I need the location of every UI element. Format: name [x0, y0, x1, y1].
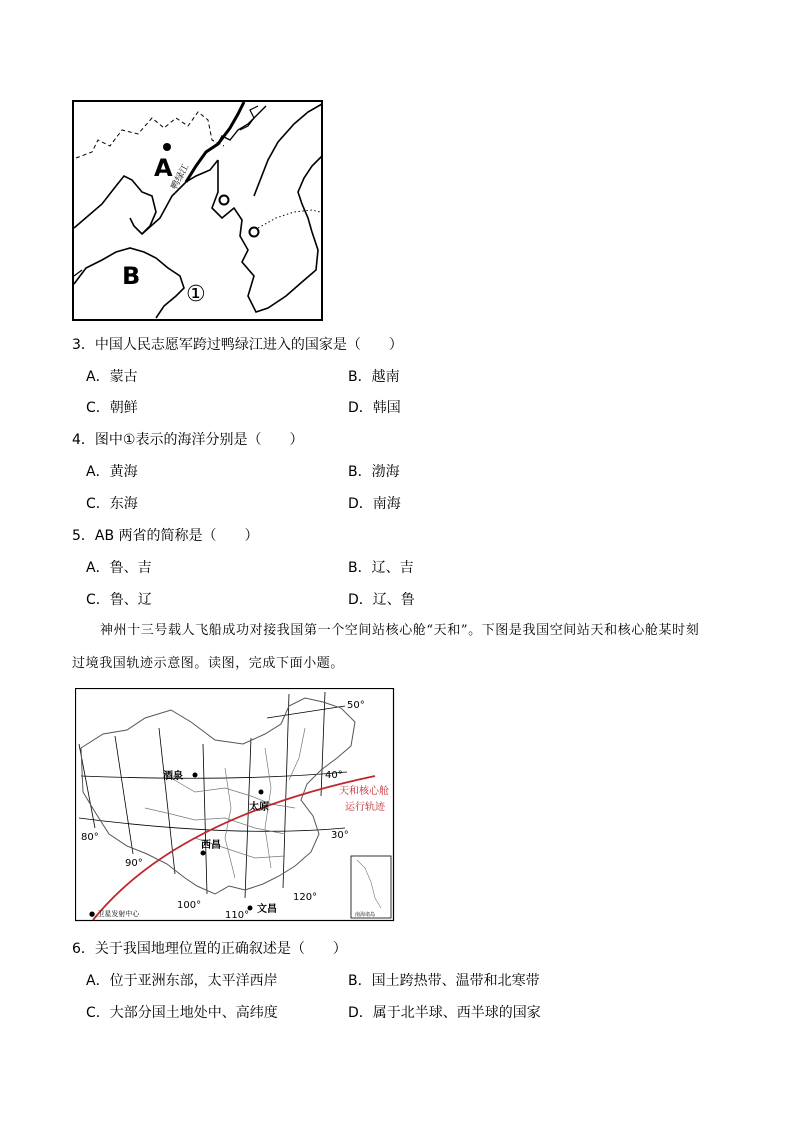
option-text: 南海	[372, 496, 401, 512]
label-track-1: 天和核心舱	[339, 786, 389, 797]
city-marker-pyongyang	[220, 196, 229, 205]
option-text: 国土跨热带、温带和北寒带	[371, 973, 540, 989]
label-lon-110: 110°	[225, 910, 250, 921]
q4-option-b[interactable]	[348, 463, 400, 481]
option-text: 辽、鲁	[372, 592, 415, 608]
south-china-sea-inset	[351, 856, 391, 918]
label-xichang: 西昌	[201, 840, 221, 851]
q5-option-c[interactable]	[86, 591, 152, 609]
option-text: 蒙古	[109, 369, 138, 385]
option-letter: A．	[86, 560, 110, 576]
option-letter: D．	[348, 496, 373, 512]
jiuquan-marker	[193, 773, 198, 778]
label-a: A	[154, 154, 173, 182]
label-lon-120: 120°	[293, 892, 318, 903]
option-text: 韩国	[372, 400, 401, 416]
label-taiyuan: 太原	[249, 802, 269, 813]
label-lat-50: 50°	[347, 700, 365, 711]
china-orbit-map	[75, 688, 395, 922]
northeast-map	[72, 100, 324, 322]
option-letter: B．	[348, 560, 372, 576]
taiyuan-marker	[259, 790, 264, 795]
option-text: 位于亚洲东部，太平洋西岸	[109, 973, 278, 989]
question-6	[72, 940, 347, 958]
question-number: 3．	[72, 337, 95, 353]
label-lat-30: 30°	[331, 830, 349, 841]
label-lon-90: 90°	[125, 858, 143, 869]
option-letter: A．	[86, 464, 110, 480]
question-text: AB 两省的简称是（ ）	[94, 528, 259, 544]
q4-option-a[interactable]	[86, 463, 138, 481]
q6-option-b[interactable]	[348, 972, 540, 990]
label-track-2: 运行轨迹	[345, 802, 385, 813]
q5-option-d[interactable]	[348, 591, 415, 609]
q3-option-d[interactable]	[348, 399, 401, 417]
option-letter: A．	[86, 369, 110, 385]
option-text: 黄海	[109, 464, 138, 480]
q4-option-c[interactable]	[86, 495, 138, 513]
option-letter: C．	[86, 496, 110, 512]
option-text: 鲁、吉	[109, 560, 152, 576]
q5-option-a[interactable]	[86, 559, 152, 577]
city-marker-seoul	[250, 228, 259, 237]
label-jiuquan: 酒泉	[163, 771, 183, 782]
option-letter: D．	[348, 400, 373, 416]
option-letter: D．	[348, 1005, 373, 1021]
option-text: 辽、吉	[371, 560, 414, 576]
q3-option-c[interactable]	[86, 399, 138, 417]
label-lat-40: 40°	[325, 770, 343, 781]
option-letter: C．	[86, 1005, 110, 1021]
option-letter: C．	[86, 592, 110, 608]
option-text: 朝鲜	[109, 400, 138, 416]
option-text: 鲁、辽	[109, 592, 152, 608]
option-letter: B．	[348, 464, 372, 480]
question-3	[72, 336, 403, 354]
option-letter: C．	[86, 400, 110, 416]
inset-label: 南海诸岛	[355, 912, 376, 918]
intro-line-2: 过境我国轨迹示意图。读图，完成下面小题。	[72, 656, 345, 671]
legend-launch-center: ● 卫星发射中心	[89, 910, 140, 918]
question-text: 中国人民志愿军跨过鸭绿江进入的国家是（ ）	[94, 337, 403, 353]
option-letter: A．	[86, 973, 110, 989]
option-letter: B．	[348, 973, 372, 989]
label-lon-100: 100°	[177, 900, 202, 911]
label-lon-80: 80°	[81, 832, 99, 843]
q3-option-b[interactable]	[348, 368, 400, 386]
point-a-marker	[163, 143, 171, 151]
question-number: 6．	[72, 941, 95, 957]
option-text: 大部分国土地处中、高纬度	[109, 1005, 278, 1021]
question-text: 图中①表示的海洋分别是（ ）	[94, 432, 304, 448]
q6-option-c[interactable]	[86, 1004, 278, 1022]
option-letter: D．	[348, 592, 373, 608]
question-5	[72, 527, 259, 545]
question-number: 5．	[72, 528, 95, 544]
xichang-marker	[201, 851, 206, 856]
label-wenchang: 文昌	[257, 904, 277, 915]
option-text: 属于北半球、西半球的国家	[372, 1005, 541, 1021]
label-sea: ①	[186, 282, 206, 307]
intro-line-1: 神州十三号载人飞船成功对接我国第一个空间站核心舱“天和”。下图是我国空间站天和核心舱某时刻	[100, 623, 700, 638]
q3-option-a[interactable]	[86, 368, 138, 386]
option-text: 越南	[371, 369, 400, 385]
label-b: B	[122, 262, 141, 290]
q6-option-a[interactable]	[86, 972, 278, 990]
q6-option-d[interactable]	[348, 1004, 541, 1022]
q4-option-d[interactable]	[348, 495, 401, 513]
label-yalu-river: 鸭绿江	[169, 162, 192, 192]
question-text: 关于我国地理位置的正确叙述是（ ）	[94, 941, 347, 957]
option-text: 渤海	[371, 464, 400, 480]
question-number: 4．	[72, 432, 95, 448]
option-letter: B．	[348, 369, 372, 385]
option-text: 东海	[109, 496, 138, 512]
q5-option-b[interactable]	[348, 559, 414, 577]
question-4	[72, 431, 303, 449]
